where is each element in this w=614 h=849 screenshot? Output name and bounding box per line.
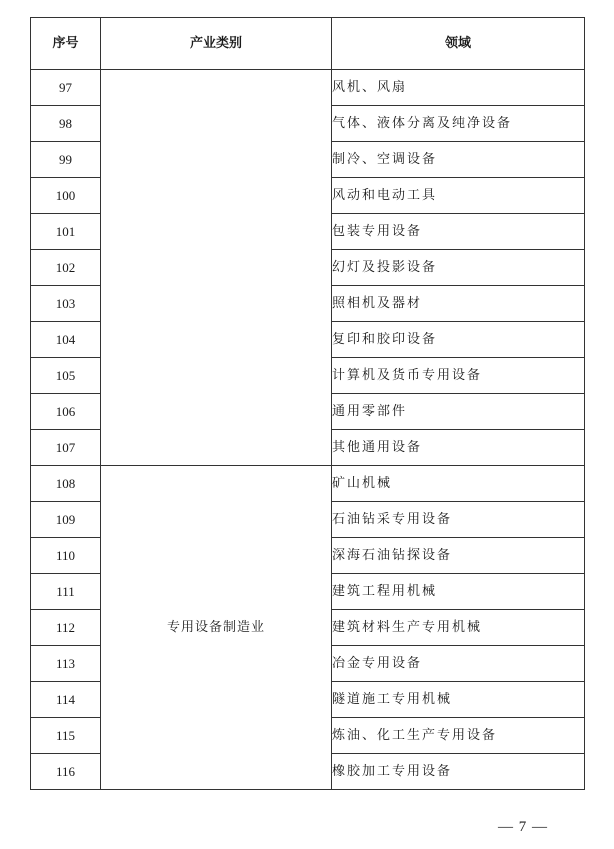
row-seq: 104 [31,322,101,358]
row-field: 矿山机械 [332,466,585,502]
row-field: 计算机及货币专用设备 [332,358,585,394]
row-seq: 114 [31,682,101,718]
row-seq: 111 [31,574,101,610]
row-seq: 115 [31,718,101,754]
row-field: 风机、风扇 [332,70,585,106]
row-field: 炼油、化工生产专用设备 [332,718,585,754]
row-field: 隧道施工专用机械 [332,682,585,718]
row-field: 包装专用设备 [332,214,585,250]
row-seq: 108 [31,466,101,502]
row-seq: 112 [31,610,101,646]
row-seq: 100 [31,178,101,214]
row-seq: 98 [31,106,101,142]
row-seq: 106 [31,394,101,430]
row-category [101,70,332,466]
row-seq: 107 [31,430,101,466]
page-number: — 7 — [498,819,548,835]
row-seq: 113 [31,646,101,682]
row-field: 照相机及器材 [332,286,585,322]
row-seq: 103 [31,286,101,322]
row-seq: 110 [31,538,101,574]
table-header-row [31,18,585,70]
row-field: 建筑工程用机械 [332,574,585,610]
row-seq: 116 [31,754,101,790]
row-seq: 102 [31,250,101,286]
table-row [31,70,585,106]
industry-table [30,17,585,790]
row-category: 专用设备制造业 [101,466,332,790]
row-field: 复印和胶印设备 [332,322,585,358]
row-seq: 101 [31,214,101,250]
header-seq: 序号 [31,18,101,70]
row-field: 建筑材料生产专用机械 [332,610,585,646]
row-field: 石油钻采专用设备 [332,502,585,538]
row-field: 幻灯及投影设备 [332,250,585,286]
row-field: 风动和电动工具 [332,178,585,214]
row-field: 橡胶加工专用设备 [332,754,585,790]
row-field: 冶金专用设备 [332,646,585,682]
row-field: 制冷、空调设备 [332,142,585,178]
header-category: 产业类别 [101,18,332,70]
row-seq: 99 [31,142,101,178]
row-seq: 105 [31,358,101,394]
row-field: 气体、液体分离及纯净设备 [332,106,585,142]
row-field: 通用零部件 [332,394,585,430]
header-field: 领域 [332,18,585,70]
table-row [31,466,585,502]
row-field: 深海石油钻探设备 [332,538,585,574]
row-field: 其他通用设备 [332,430,585,466]
row-seq: 97 [31,70,101,106]
table-body [31,70,585,790]
row-seq: 109 [31,502,101,538]
